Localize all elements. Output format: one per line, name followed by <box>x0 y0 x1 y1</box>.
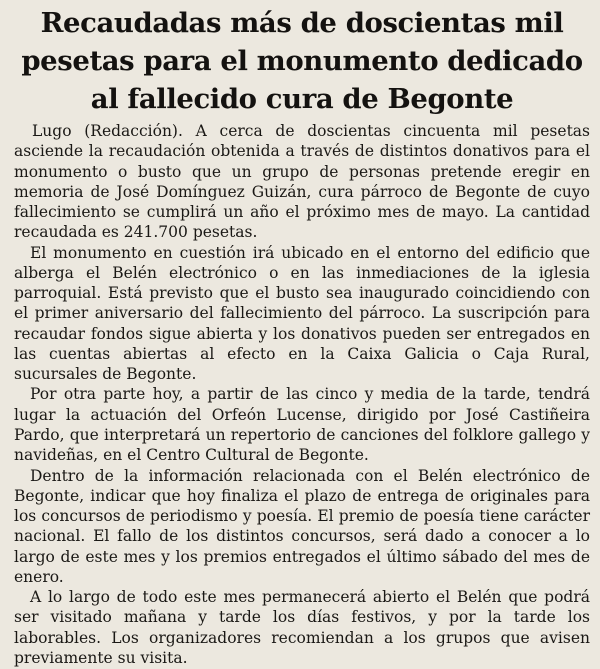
article-headline <box>14 4 590 118</box>
article-paragraph: Dentro de la información relacionada con el Belén electrónico de Begonte, indicar que hoy finaliza el plazo de entrega de originales para los concursos de periodismo y poesía. El premio de poesía tiene carácter nacional. El fallo de los distintos concursos, será dado a conocer a lo largo de este mes y los premios entregados el último sábado del mes de enero. <box>14 466 590 586</box>
article-paragraph: Por otra parte hoy, a partir de las cinco y media de la tarde, tendrá lugar la actuación del Orfeón Lucense, dirigido por José Castiñeira Pardo, que interpretará un repertorio de canciones del folklore gallego y navideñas, en el Centro Cultural de Begonte. <box>14 385 590 465</box>
article-paragraph: Lugo (Redacción). A cerca de doscientas cincuenta mil pesetas asciende la recaudación obtenida a través de distintos donativos para el monumento o busto que un grupo de personas pretende eregir en memoria de José Domínguez Guizán, cura párroco de Begonte de cuyo fallecimiento se cumplirá un año el próximo mes de mayo. La cantidad recaudada es 241.700 pesetas. <box>14 122 590 242</box>
headline-line: al fallecido cura de Begonte <box>90 83 514 115</box>
headline-line: pesetas para el monumento dedicado <box>21 45 583 77</box>
headline-line: Recaudadas más de doscientas mil <box>40 7 564 39</box>
article-paragraph: El monumento en cuestión irá ubicado en el entorno del edificio que alberga el Belén electrónico o en las inmediaciones de la iglesia parroquial. Está previsto que el busto sea inaugurado coincidiendo con el primer aniversario del fallecimiento del párroco. La suscripción para recaudar fondos sigue abierta y los donativos pueden ser entregados en las cuentas abiertas al efecto en la Caixa Galicia o Caja Rural, sucursales de Begonte. <box>14 243 590 384</box>
article-paragraph: A lo largo de todo este mes permanecerá abierto el Belén que podrá ser visitado mañana y tarde los días festivos, y por la tarde los laborables. Los organizadores recomiendan a los grupos que avisen previamente su visita. <box>14 588 590 667</box>
article-body <box>14 121 590 668</box>
